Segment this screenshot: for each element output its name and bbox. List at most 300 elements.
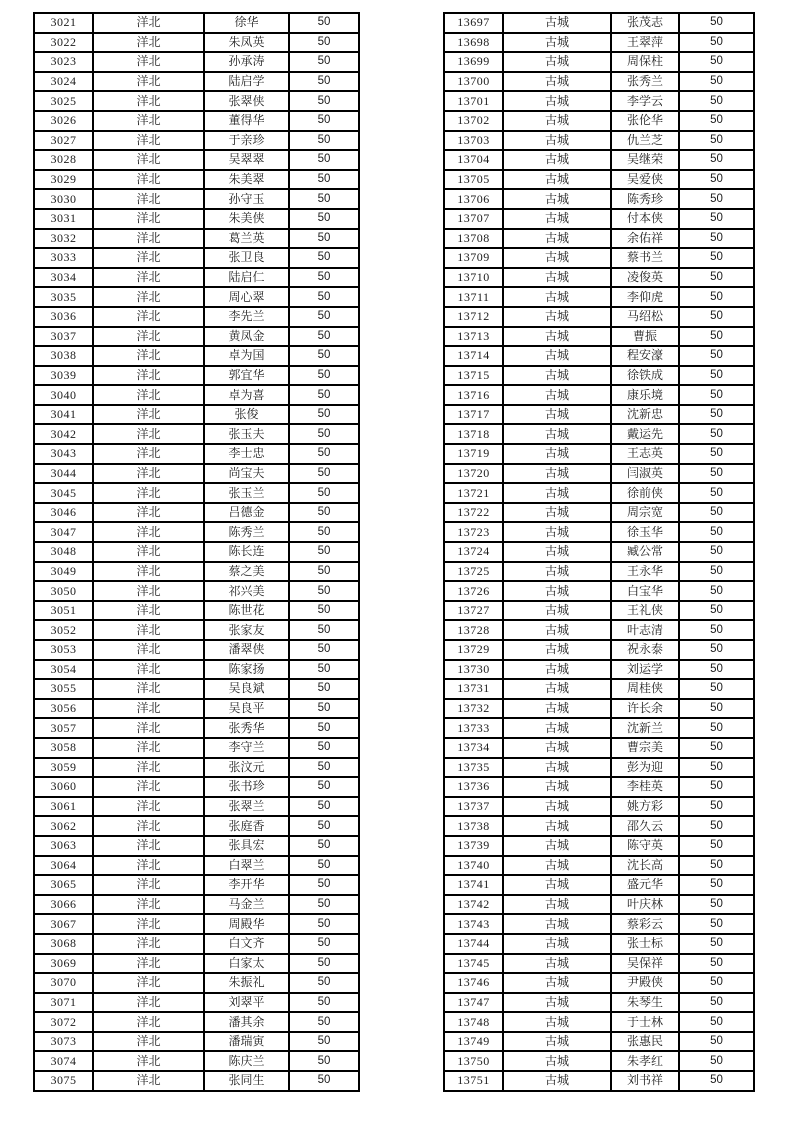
table-row	[444, 620, 754, 640]
region-cell: 洋北	[93, 91, 204, 111]
table-row	[444, 718, 754, 738]
name-cell: 陈世花	[204, 601, 289, 621]
id-cell: 13747	[444, 993, 503, 1013]
name-cell: 叶志清	[611, 620, 679, 640]
score-cell: 50	[679, 111, 754, 131]
table-row	[444, 346, 754, 366]
name-cell: 李仰虎	[611, 287, 679, 307]
table-row	[34, 875, 359, 895]
id-cell: 3047	[34, 522, 93, 542]
name-cell: 周宗宽	[611, 503, 679, 523]
region-cell: 洋北	[93, 679, 204, 699]
id-cell: 3040	[34, 385, 93, 405]
name-cell: 祁兴美	[204, 581, 289, 601]
name-cell: 尹殿侠	[611, 973, 679, 993]
id-cell: 13723	[444, 522, 503, 542]
roster-table-right-body	[444, 13, 754, 1091]
id-cell: 13732	[444, 699, 503, 719]
score-cell: 50	[679, 679, 754, 699]
table-row	[34, 248, 359, 268]
score-cell: 50	[679, 718, 754, 738]
id-cell: 13739	[444, 836, 503, 856]
id-cell: 3066	[34, 895, 93, 915]
score-cell: 50	[679, 346, 754, 366]
id-cell: 13706	[444, 189, 503, 209]
id-cell: 13742	[444, 895, 503, 915]
table-row	[444, 856, 754, 876]
id-cell: 3032	[34, 229, 93, 249]
table-row	[444, 229, 754, 249]
score-cell: 50	[679, 1071, 754, 1091]
region-cell: 古城	[503, 836, 611, 856]
id-cell: 3030	[34, 189, 93, 209]
id-cell: 13716	[444, 385, 503, 405]
score-cell: 50	[679, 758, 754, 778]
table-row	[444, 581, 754, 601]
name-cell: 沈新忠	[611, 405, 679, 425]
score-cell: 50	[679, 1051, 754, 1071]
name-cell: 朱琴生	[611, 993, 679, 1013]
table-row	[34, 934, 359, 954]
region-cell: 洋北	[93, 405, 204, 425]
id-cell: 13708	[444, 229, 503, 249]
name-cell: 戴运先	[611, 424, 679, 444]
region-cell: 洋北	[93, 424, 204, 444]
table-row	[444, 405, 754, 425]
table-row	[444, 150, 754, 170]
table-row	[34, 170, 359, 190]
score-cell: 50	[679, 699, 754, 719]
table-row	[34, 52, 359, 72]
region-cell: 古城	[503, 562, 611, 582]
region-cell: 古城	[503, 444, 611, 464]
table-row	[34, 758, 359, 778]
table-row	[34, 444, 359, 464]
region-cell: 洋北	[93, 934, 204, 954]
name-cell: 吴良斌	[204, 679, 289, 699]
table-row	[34, 150, 359, 170]
id-cell: 3031	[34, 209, 93, 229]
name-cell: 李守兰	[204, 738, 289, 758]
table-row	[444, 816, 754, 836]
name-cell: 卓为国	[204, 346, 289, 366]
id-cell: 3071	[34, 993, 93, 1013]
region-cell: 洋北	[93, 268, 204, 288]
table-row	[34, 346, 359, 366]
region-cell: 洋北	[93, 954, 204, 974]
score-cell: 50	[289, 660, 359, 680]
id-cell: 3038	[34, 346, 93, 366]
id-cell: 3042	[34, 424, 93, 444]
name-cell: 张庭香	[204, 816, 289, 836]
name-cell: 沈长高	[611, 856, 679, 876]
id-cell: 13751	[444, 1071, 503, 1091]
id-cell: 3028	[34, 150, 93, 170]
region-cell: 古城	[503, 601, 611, 621]
score-cell: 50	[679, 620, 754, 640]
score-cell: 50	[289, 444, 359, 464]
name-cell: 周殿华	[204, 914, 289, 934]
score-cell: 50	[289, 562, 359, 582]
score-cell: 50	[679, 209, 754, 229]
id-cell: 13722	[444, 503, 503, 523]
id-cell: 13746	[444, 973, 503, 993]
region-cell: 古城	[503, 1032, 611, 1052]
region-cell: 古城	[503, 170, 611, 190]
score-cell: 50	[289, 914, 359, 934]
id-cell: 13712	[444, 307, 503, 327]
id-cell: 3074	[34, 1051, 93, 1071]
table-row	[34, 816, 359, 836]
table-row	[34, 503, 359, 523]
region-cell: 洋北	[93, 777, 204, 797]
name-cell: 盛元华	[611, 875, 679, 895]
table-row	[34, 660, 359, 680]
table-row	[444, 483, 754, 503]
name-cell: 王礼侠	[611, 601, 679, 621]
region-cell: 古城	[503, 483, 611, 503]
id-cell: 13731	[444, 679, 503, 699]
id-cell: 13725	[444, 562, 503, 582]
table-row	[444, 954, 754, 974]
name-cell: 周保柱	[611, 52, 679, 72]
table-row	[444, 1051, 754, 1071]
name-cell: 蔡书兰	[611, 248, 679, 268]
table-row	[34, 640, 359, 660]
table-row	[34, 797, 359, 817]
name-cell: 邵久云	[611, 816, 679, 836]
name-cell: 徐华	[204, 13, 289, 33]
region-cell: 洋北	[93, 346, 204, 366]
name-cell: 蔡之美	[204, 562, 289, 582]
name-cell: 朱凤英	[204, 33, 289, 53]
region-cell: 古城	[503, 679, 611, 699]
table-row	[444, 111, 754, 131]
id-cell: 3024	[34, 72, 93, 92]
region-cell: 古城	[503, 1071, 611, 1091]
table-row	[34, 111, 359, 131]
region-cell: 古城	[503, 307, 611, 327]
region-cell: 洋北	[93, 797, 204, 817]
name-cell: 朱美侠	[204, 209, 289, 229]
table-row	[34, 914, 359, 934]
score-cell: 50	[289, 620, 359, 640]
score-cell: 50	[679, 562, 754, 582]
table-row	[444, 189, 754, 209]
id-cell: 3058	[34, 738, 93, 758]
id-cell: 13726	[444, 581, 503, 601]
id-cell: 13743	[444, 914, 503, 934]
id-cell: 3048	[34, 542, 93, 562]
score-cell: 50	[289, 307, 359, 327]
score-cell: 50	[679, 307, 754, 327]
table-row	[444, 424, 754, 444]
region-cell: 古城	[503, 993, 611, 1013]
score-cell: 50	[289, 13, 359, 33]
region-cell: 古城	[503, 718, 611, 738]
score-cell: 50	[289, 973, 359, 993]
score-cell: 50	[679, 875, 754, 895]
score-cell: 50	[289, 52, 359, 72]
score-cell: 50	[289, 875, 359, 895]
id-cell: 3045	[34, 483, 93, 503]
region-cell: 古城	[503, 131, 611, 151]
id-cell: 13727	[444, 601, 503, 621]
table-row	[444, 895, 754, 915]
name-cell: 许长余	[611, 699, 679, 719]
region-cell: 洋北	[93, 660, 204, 680]
name-cell: 仇兰芝	[611, 131, 679, 151]
table-row	[34, 562, 359, 582]
score-cell: 50	[679, 973, 754, 993]
table-row	[34, 777, 359, 797]
id-cell: 3072	[34, 1012, 93, 1032]
table-row	[444, 464, 754, 484]
region-cell: 古城	[503, 522, 611, 542]
name-cell: 蔡彩云	[611, 914, 679, 934]
name-cell: 周心翠	[204, 287, 289, 307]
region-cell: 洋北	[93, 52, 204, 72]
table-row	[34, 424, 359, 444]
score-cell: 50	[289, 248, 359, 268]
id-cell: 3064	[34, 856, 93, 876]
score-cell: 50	[679, 464, 754, 484]
table-row	[444, 934, 754, 954]
id-cell: 13748	[444, 1012, 503, 1032]
score-cell: 50	[679, 954, 754, 974]
name-cell: 吴继荣	[611, 150, 679, 170]
id-cell: 13713	[444, 327, 503, 347]
region-cell: 古城	[503, 895, 611, 915]
table-row	[444, 503, 754, 523]
name-cell: 尚宝夫	[204, 464, 289, 484]
region-cell: 古城	[503, 1051, 611, 1071]
name-cell: 吕德金	[204, 503, 289, 523]
id-cell: 13718	[444, 424, 503, 444]
region-cell: 古城	[503, 914, 611, 934]
table-row	[444, 758, 754, 778]
region-cell: 古城	[503, 405, 611, 425]
id-cell: 3062	[34, 816, 93, 836]
region-cell: 洋北	[93, 640, 204, 660]
score-cell: 50	[679, 777, 754, 797]
id-cell: 3041	[34, 405, 93, 425]
table-row	[444, 287, 754, 307]
score-cell: 50	[679, 13, 754, 33]
table-row	[34, 522, 359, 542]
score-cell: 50	[289, 777, 359, 797]
table-row	[34, 464, 359, 484]
score-cell: 50	[679, 52, 754, 72]
id-cell: 13704	[444, 150, 503, 170]
id-cell: 3065	[34, 875, 93, 895]
id-cell: 3057	[34, 718, 93, 738]
name-cell: 彭为迎	[611, 758, 679, 778]
table-row	[444, 366, 754, 386]
table-row	[444, 444, 754, 464]
roster-table-left	[33, 12, 360, 1092]
region-cell: 古城	[503, 1012, 611, 1032]
name-cell: 张书珍	[204, 777, 289, 797]
score-cell: 50	[679, 522, 754, 542]
id-cell: 13703	[444, 131, 503, 151]
id-cell: 13721	[444, 483, 503, 503]
name-cell: 朱振礼	[204, 973, 289, 993]
id-cell: 3068	[34, 934, 93, 954]
id-cell: 13720	[444, 464, 503, 484]
name-cell: 陆启学	[204, 72, 289, 92]
name-cell: 姚方彩	[611, 797, 679, 817]
id-cell: 3052	[34, 620, 93, 640]
id-cell: 13733	[444, 718, 503, 738]
name-cell: 白家太	[204, 954, 289, 974]
table-row	[444, 72, 754, 92]
name-cell: 陈秀兰	[204, 522, 289, 542]
id-cell: 3059	[34, 758, 93, 778]
name-cell: 张具宏	[204, 836, 289, 856]
region-cell: 洋北	[93, 856, 204, 876]
name-cell: 张卫良	[204, 248, 289, 268]
table-row	[444, 268, 754, 288]
score-cell: 50	[679, 327, 754, 347]
id-cell: 3021	[34, 13, 93, 33]
id-cell: 3039	[34, 366, 93, 386]
table-row	[34, 581, 359, 601]
name-cell: 刘运学	[611, 660, 679, 680]
id-cell: 13702	[444, 111, 503, 131]
region-cell: 洋北	[93, 718, 204, 738]
region-cell: 洋北	[93, 738, 204, 758]
id-cell: 3029	[34, 170, 93, 190]
region-cell: 古城	[503, 464, 611, 484]
score-cell: 50	[679, 895, 754, 915]
score-cell: 50	[679, 934, 754, 954]
table-row	[444, 327, 754, 347]
score-cell: 50	[679, 131, 754, 151]
name-cell: 陆启仁	[204, 268, 289, 288]
id-cell: 13719	[444, 444, 503, 464]
id-cell: 3067	[34, 914, 93, 934]
region-cell: 洋北	[93, 229, 204, 249]
score-cell: 50	[289, 268, 359, 288]
name-cell: 孙守玉	[204, 189, 289, 209]
name-cell: 张翠侠	[204, 91, 289, 111]
id-cell: 3075	[34, 1071, 93, 1091]
score-cell: 50	[289, 366, 359, 386]
name-cell: 李士忠	[204, 444, 289, 464]
name-cell: 吴良平	[204, 699, 289, 719]
table-row	[34, 738, 359, 758]
id-cell: 3061	[34, 797, 93, 817]
score-cell: 50	[289, 229, 359, 249]
score-cell: 50	[289, 111, 359, 131]
table-row	[34, 1071, 359, 1091]
region-cell: 洋北	[93, 1032, 204, 1052]
region-cell: 洋北	[93, 758, 204, 778]
score-cell: 50	[679, 660, 754, 680]
id-cell: 3027	[34, 131, 93, 151]
score-cell: 50	[679, 91, 754, 111]
name-cell: 张同生	[204, 1071, 289, 1091]
table-row	[34, 385, 359, 405]
name-cell: 白文齐	[204, 934, 289, 954]
name-cell: 周桂侠	[611, 679, 679, 699]
score-cell: 50	[679, 1012, 754, 1032]
id-cell: 13709	[444, 248, 503, 268]
region-cell: 古城	[503, 13, 611, 33]
name-cell: 余佑祥	[611, 229, 679, 249]
name-cell: 董得华	[204, 111, 289, 131]
id-cell: 13737	[444, 797, 503, 817]
score-cell: 50	[679, 914, 754, 934]
name-cell: 白宝华	[611, 581, 679, 601]
name-cell: 李开华	[204, 875, 289, 895]
name-cell: 凌俊英	[611, 268, 679, 288]
region-cell: 古城	[503, 189, 611, 209]
score-cell: 50	[289, 738, 359, 758]
score-cell: 50	[289, 797, 359, 817]
table-row	[444, 777, 754, 797]
region-cell: 洋北	[93, 13, 204, 33]
region-cell: 洋北	[93, 562, 204, 582]
table-row	[34, 856, 359, 876]
score-cell: 50	[679, 268, 754, 288]
score-cell: 50	[289, 464, 359, 484]
score-cell: 50	[289, 679, 359, 699]
score-cell: 50	[289, 385, 359, 405]
region-cell: 古城	[503, 738, 611, 758]
id-cell: 3037	[34, 327, 93, 347]
region-cell: 古城	[503, 660, 611, 680]
id-cell: 13698	[444, 33, 503, 53]
score-cell: 50	[289, 934, 359, 954]
table-row	[444, 640, 754, 660]
region-cell: 古城	[503, 72, 611, 92]
region-cell: 洋北	[93, 581, 204, 601]
id-cell: 3036	[34, 307, 93, 327]
table-row	[444, 1032, 754, 1052]
name-cell: 于士林	[611, 1012, 679, 1032]
region-cell: 洋北	[93, 522, 204, 542]
score-cell: 50	[289, 327, 359, 347]
score-cell: 50	[679, 738, 754, 758]
table-row	[34, 620, 359, 640]
score-cell: 50	[289, 856, 359, 876]
name-cell: 陈长连	[204, 542, 289, 562]
table-row	[444, 522, 754, 542]
table-row	[444, 1071, 754, 1091]
table-row	[34, 679, 359, 699]
region-cell: 古城	[503, 287, 611, 307]
region-cell: 古城	[503, 33, 611, 53]
region-cell: 古城	[503, 327, 611, 347]
id-cell: 13700	[444, 72, 503, 92]
table-row	[34, 973, 359, 993]
id-cell: 13729	[444, 640, 503, 660]
table-row	[444, 562, 754, 582]
name-cell: 张惠民	[611, 1032, 679, 1052]
score-cell: 50	[289, 601, 359, 621]
id-cell: 3023	[34, 52, 93, 72]
table-row	[34, 542, 359, 562]
score-cell: 50	[679, 424, 754, 444]
name-cell: 徐铁成	[611, 366, 679, 386]
id-cell: 13738	[444, 816, 503, 836]
id-cell: 13735	[444, 758, 503, 778]
score-cell: 50	[679, 287, 754, 307]
region-cell: 古城	[503, 777, 611, 797]
name-cell: 沈新兰	[611, 718, 679, 738]
